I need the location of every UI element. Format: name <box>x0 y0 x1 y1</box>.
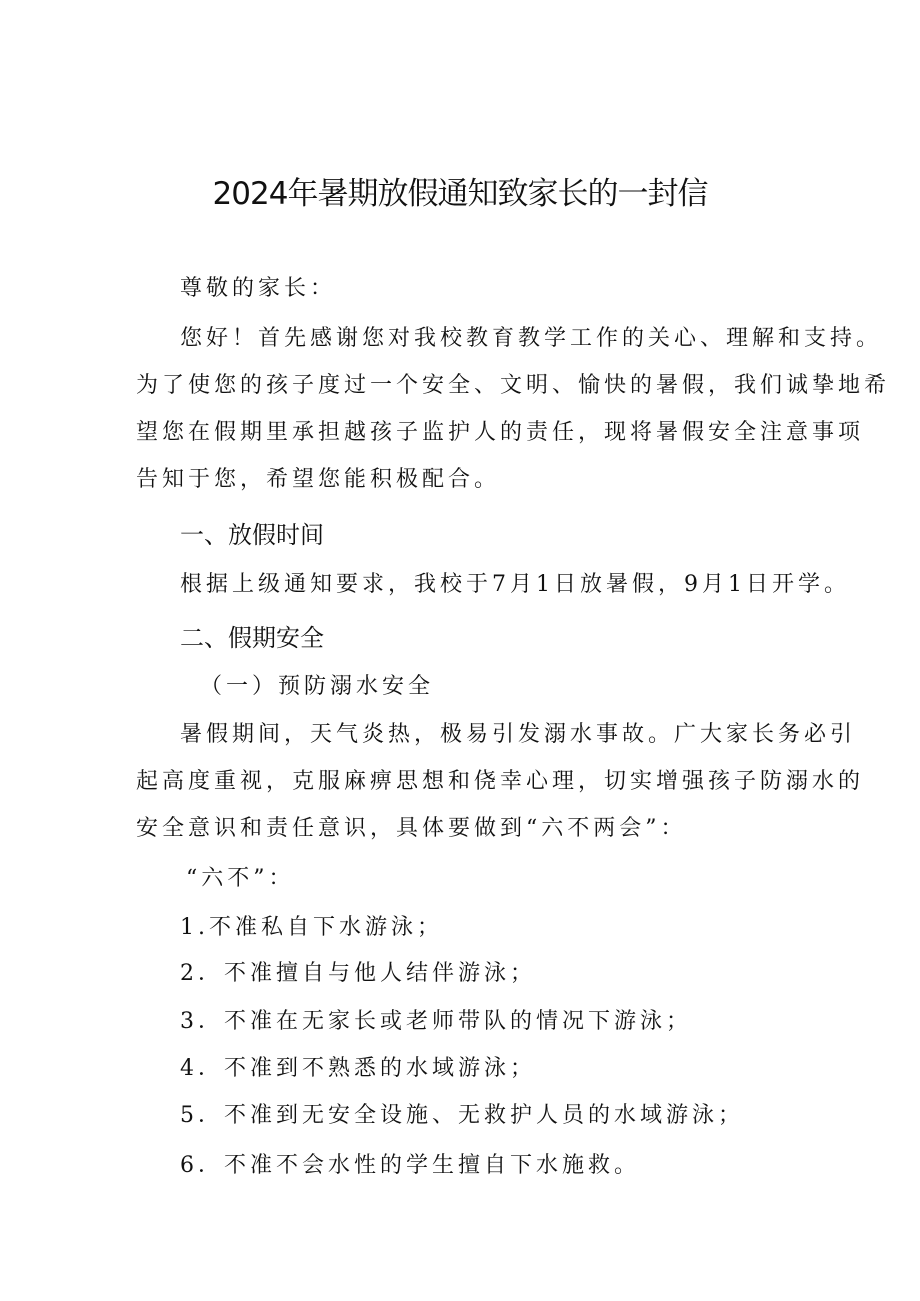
drowning-paragraph-line-3: 安全意识和责任意识，具体要做到“六不两会”： <box>136 816 687 841</box>
six-no-label: “六不”： <box>186 866 295 891</box>
intro-line-4: 告知于您，希望您能积极配合。 <box>136 467 501 492</box>
list-item: 2．不准擅自与他人结伴游泳； <box>180 961 536 986</box>
intro-line-2: 为了使您的孩子度过一个安全、文明、愉快的暑假，我们诚挚地希 <box>136 373 891 398</box>
drowning-paragraph-line-1: 暑假期间，天气炎热，极易引发溺水事故。广大家长务必引 <box>180 722 857 747</box>
list-item: 5．不准到无安全设施、无救护人员的水域游泳； <box>180 1103 744 1128</box>
list-item: 6．不准不会水性的学生擅自下水施救。 <box>180 1153 640 1178</box>
subsection-heading-drowning: （一）预防溺水安全 <box>200 674 435 699</box>
vacation-time-text: 根据上级通知要求，我校于7月1日放暑假，9月1日开学。 <box>180 572 850 597</box>
salutation: 尊敬的家长： <box>180 276 337 301</box>
document-title: 2024年暑期放假通知致家长的一封信 <box>212 176 708 212</box>
intro-line-3: 望您在假期里承担越孩子监护人的责任，现将暑假安全注意事项 <box>136 420 865 445</box>
drowning-paragraph-line-2: 起高度重视，克服麻痹思想和侥幸心理，切实增强孩子防溺水的 <box>136 769 865 794</box>
list-item: 4．不准到不熟悉的水域游泳； <box>180 1056 536 1081</box>
section-heading-vacation-safety: 二、假期安全 <box>180 624 324 652</box>
list-item: 3．不准在无家长或老师带队的情况下游泳； <box>180 1009 692 1034</box>
intro-line-1: 您好！首先感谢您对我校教育教学工作的关心、理解和支持。 <box>180 326 883 351</box>
section-heading-vacation-time: 一、放假时间 <box>180 521 324 549</box>
list-item: 1.不准私自下水游泳； <box>180 915 443 940</box>
